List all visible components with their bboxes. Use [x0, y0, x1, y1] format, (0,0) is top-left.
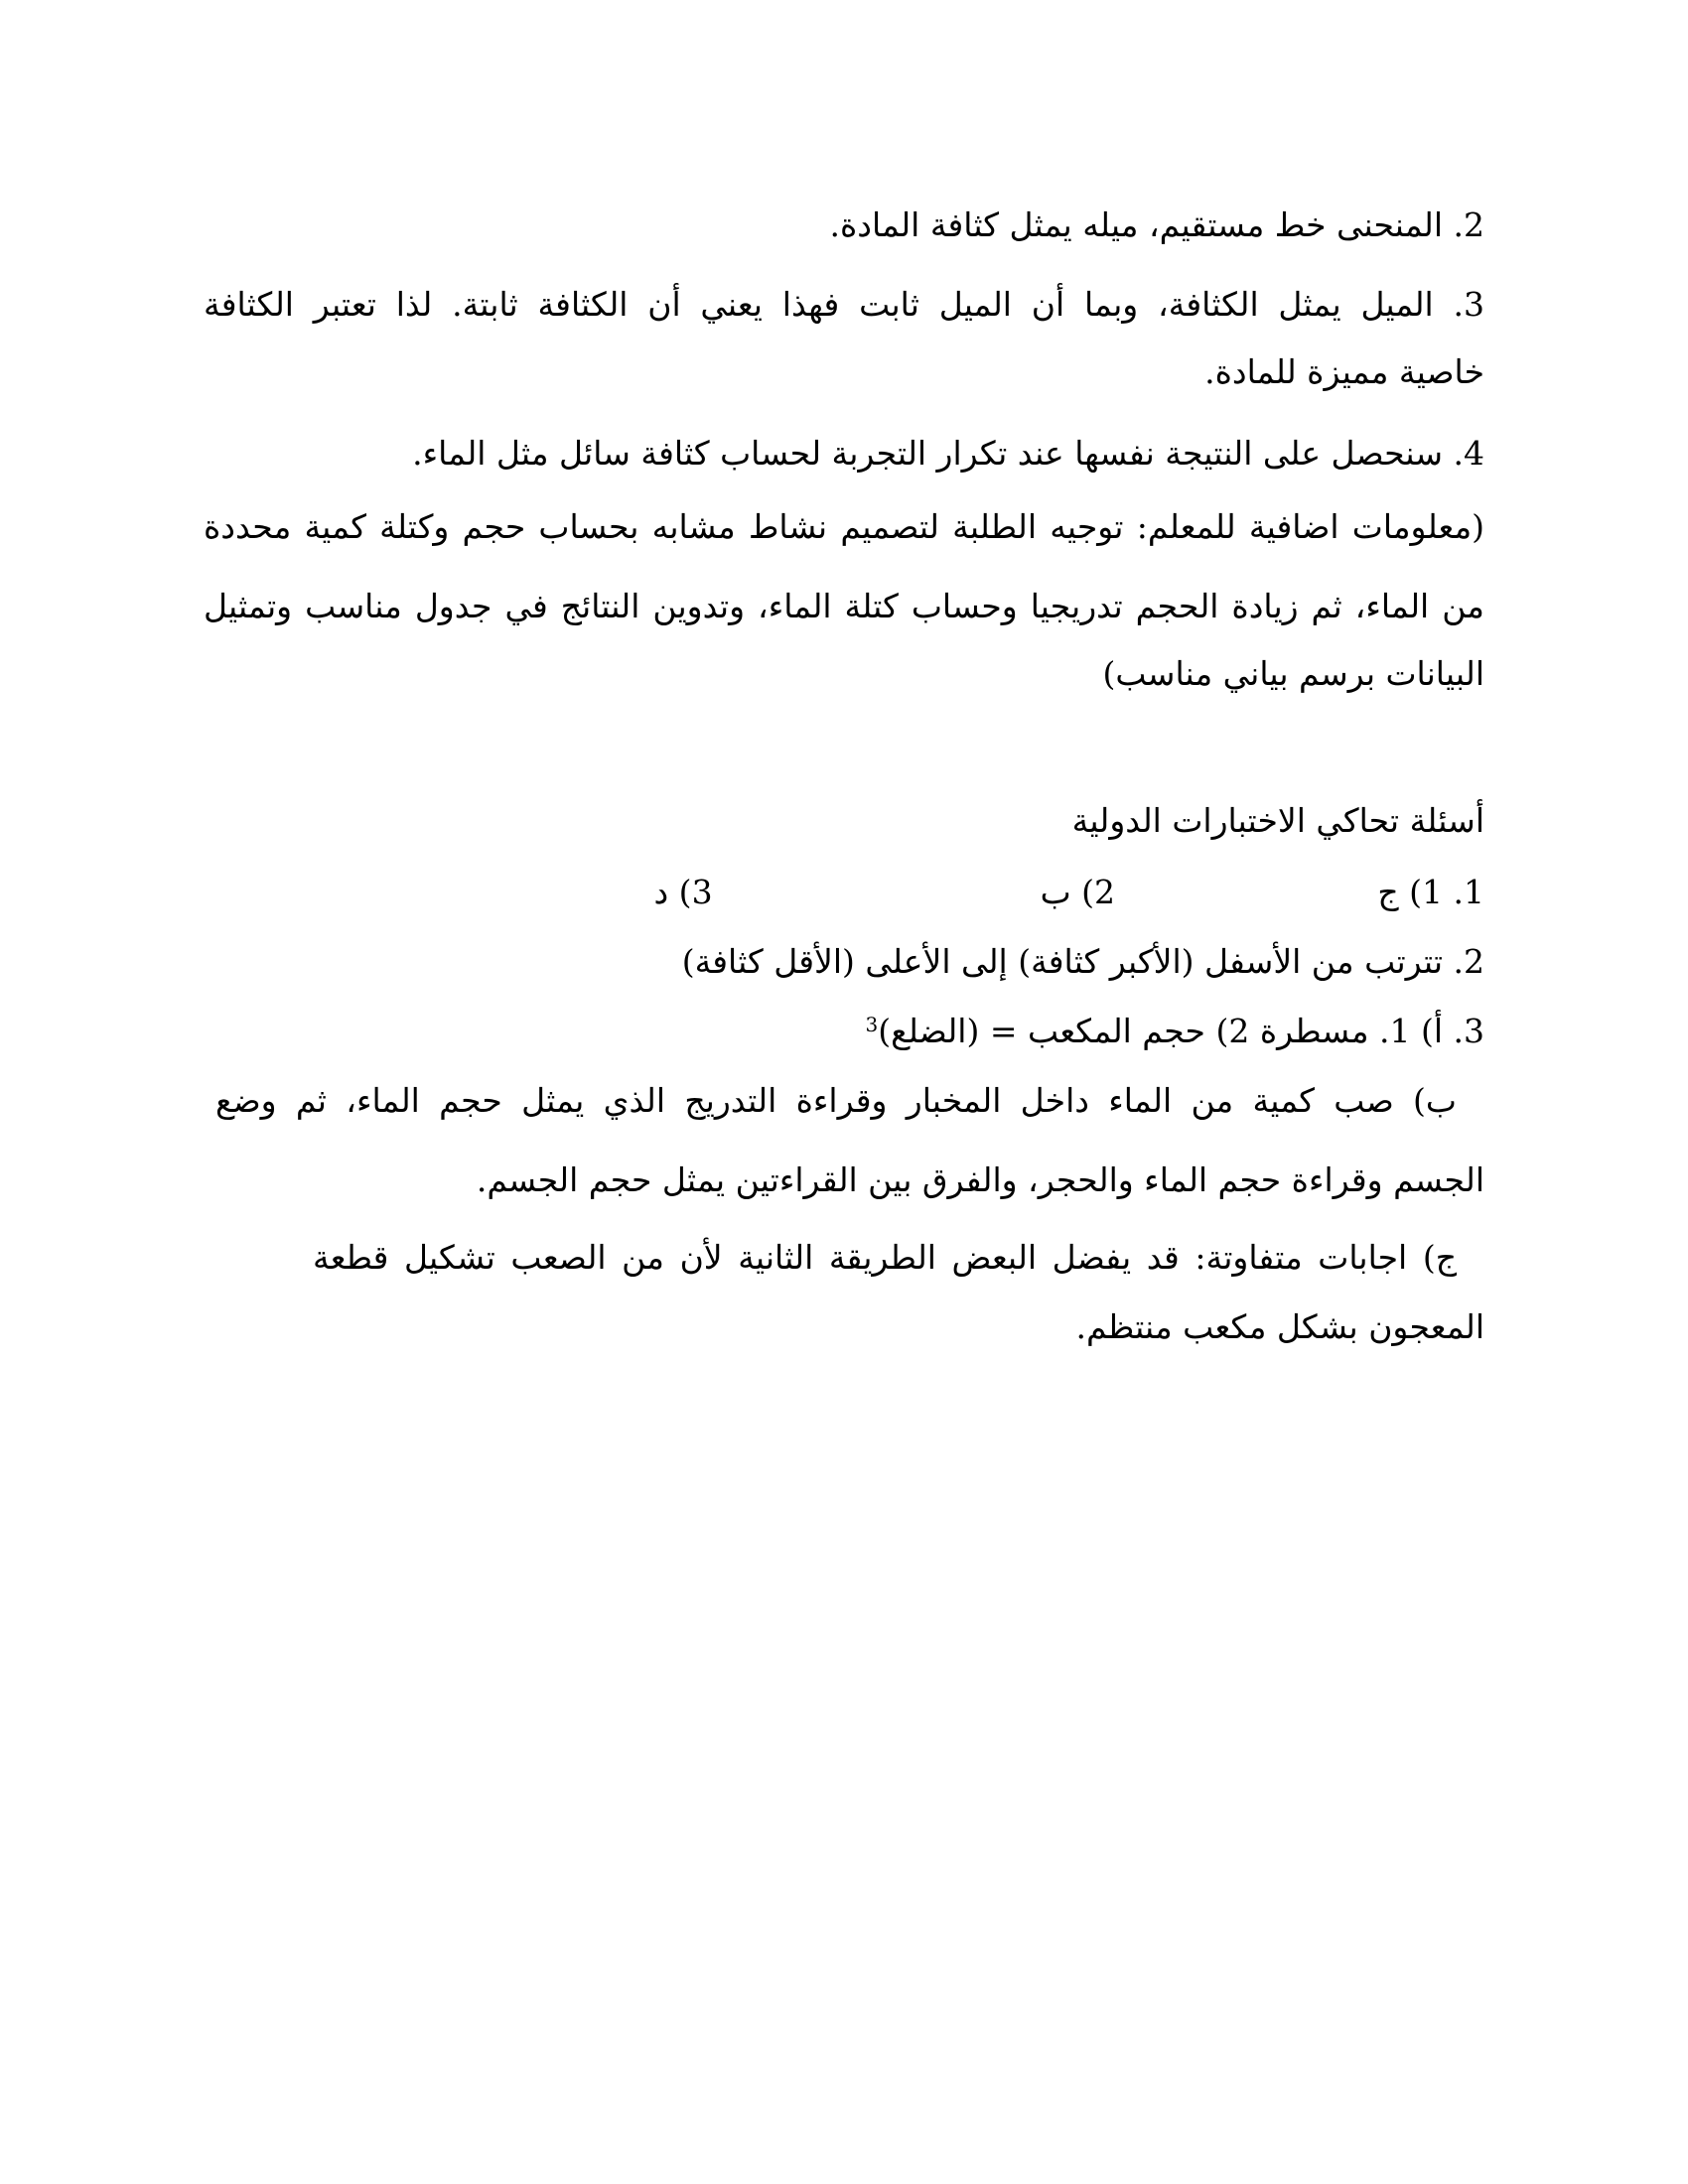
question-3b-line-2: الجسم وقراءة حجم الماء والحجر، والفرق بين القراءتين يمثل حجم الجسم.: [476, 1160, 1484, 1199]
teacher-note-line-1: (معلومات اضافية للمعلم: توجيه الطلبة لتصميم نشاط مشابه بحساب حجم وكتلة كمية محددة: [204, 507, 1484, 546]
question-3c-line-2: المعجون بشكل مكعب منتظم.: [1075, 1307, 1484, 1346]
section-heading: أسئلة تحاكي الاختبارات الدولية: [1071, 801, 1484, 840]
question-3c-line-1: ج) اجابات متفاوتة: قد يفضل البعض الطريقة الثانية لأن من الصعب تشكيل قطعة: [313, 1238, 1457, 1277]
question-3b-line-1: ب) صب كمية من الماء داخل المخبار وقراءة التدريج الذي يمثل حجم الماء، ثم وضع: [215, 1081, 1457, 1120]
question-2-answer: 2. تترتب من الأسفل (الأكبر كثافة) إلى الأعلى (الأقل كثافة): [681, 942, 1484, 981]
answer-line-4: 4. سنحصل على النتيجة نفسها عند تكرار التجربة لحساب كثافة سائل مثل الماء.: [412, 434, 1484, 473]
answer-line-3b: خاصية مميزة للمادة.: [1204, 352, 1484, 391]
q1-answer-2: 2) ب: [1040, 873, 1115, 911]
question-1-answers: [653, 873, 1485, 911]
teacher-note-line-3: البيانات برسم بياني مناسب): [1102, 654, 1484, 693]
q1-answer-3: 3) د: [653, 873, 713, 911]
question-3a-answer: [865, 1012, 1484, 1050]
q3a-exponent: 3: [865, 1013, 879, 1036]
q3a-text: 3. أ) 1. مسطرة 2) حجم المكعب = (الضلع): [878, 1012, 1484, 1050]
answer-line-2: 2. المنحنى خط مستقيم، ميله يمثل كثافة المادة.: [829, 205, 1484, 244]
teacher-note-line-2: من الماء، ثم زيادة الحجم تدريجيا وحساب كتلة الماء، وتدوين النتائج في جدول مناسب وتمثيل: [204, 587, 1484, 625]
q1-answer-1: 1. 1) ج: [1377, 873, 1484, 911]
answer-line-3a: 3. الميل يمثل الكثافة، وبما أن الميل ثابت فهذا يعني أن الكثافة ثابتة. لذا تعتبر الكثافة: [204, 285, 1484, 324]
